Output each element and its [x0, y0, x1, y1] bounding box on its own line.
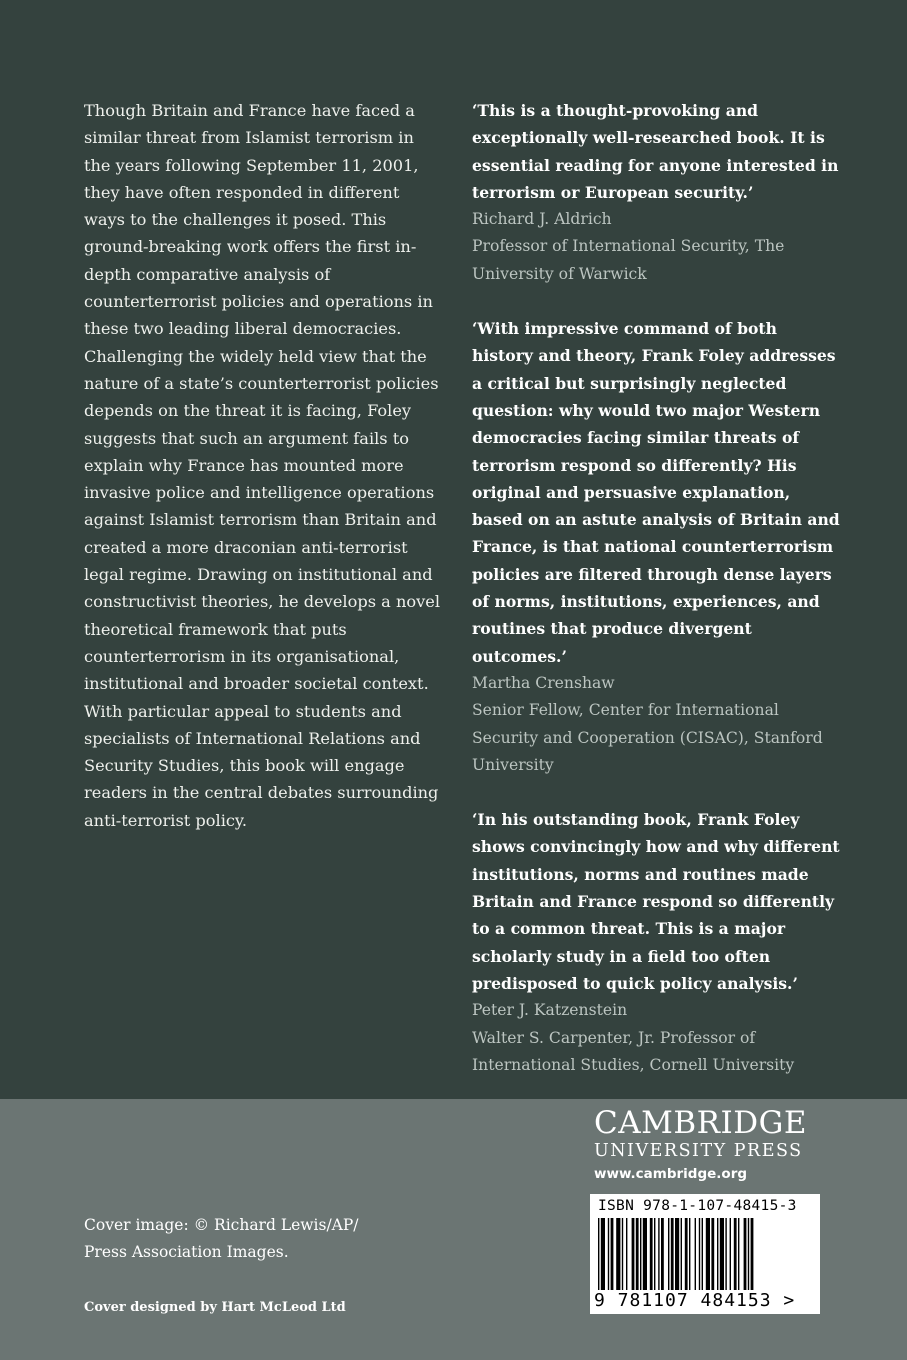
- publisher-logo: [594, 1106, 822, 1184]
- review-quote: ‘This is a thought-provoking and exceptionally well-researched book. It is essential reading for anyone interested in terrorism or European security.’: [472, 101, 839, 202]
- reviewer-title: Professor of International Security, The University of Warwick: [472, 237, 785, 283]
- endorsements: [472, 97, 842, 1106]
- reviewer-title: Walter S. Carpenter, Jr. Professor of International Studies, Cornell University: [472, 1028, 795, 1074]
- barcode: [590, 1194, 820, 1314]
- barcode-bars-icon: [596, 1218, 814, 1296]
- review-quote: ‘In his outstanding book, Frank Foley shows convincingly how and why different institutions, norms and routines made Britain and France respond so differently to a common threat. This is a major scholarly study in a field too often predisposed to quick policy analysis.’: [472, 810, 840, 993]
- ean-digits: 9 781107 484153 >: [594, 1290, 796, 1311]
- publisher-name: CAMBRIDGE: [594, 1105, 807, 1141]
- cover-image-credit: Cover image: © Richard Lewis/AP/ Press Association Images.: [84, 1216, 359, 1262]
- review: [472, 97, 842, 288]
- publisher-url: www.cambridge.org: [594, 1166, 748, 1182]
- publisher-subtitle: UNIVERSITY PRESS: [594, 1141, 803, 1161]
- review: [472, 315, 842, 779]
- review-quote: ‘With impressive command of both history and theory, Frank Foley addresses a critical but surprisingly neglected question: why would two major Western democracies facing similar threats of terrorism respond so differently? His original and persuasive explanation, based on an astute analysis of Britain and France, is that national counterterrorism policies are filtered through dense layers of norms, institutions, experiences, and routines that produce divergent outcomes.’: [472, 319, 840, 666]
- review: [472, 806, 842, 1079]
- book-description: Though Britain and France have faced a similar threat from Islamist terrorism in the years following September 11, 2001, they have often responded in different ways to the challenges it posed. This ground-breaking work offers the first in-depth comparative analysis of counterterrorist policies and operations in these two leading liberal democracies. Challenging the widely held view that the nature of a state’s counterterrorist policies depends on the threat it is facing, Foley suggests that such an argument fails to explain why France has mounted more invasive police and intelligence operations against Islamist terrorism than Britain and created a more draconian anti-terrorist legal regime. Drawing on institutional and constructivist theories, he develops a novel theoretical framework that puts counterterrorism in its organisational, institutional and broader societal context. With particular appeal to students and specialists of International Relations and Security Studies, this book will engage readers in the central debates surrounding anti-terrorist policy.: [84, 101, 441, 830]
- cover-designer-credit: Cover designed by Hart McLeod Ltd: [84, 1300, 346, 1315]
- reviewer-name: Martha Crenshaw: [472, 673, 615, 692]
- reviewer-name: Richard J. Aldrich: [472, 210, 612, 229]
- isbn-label: ISBN 978-1-107-48415-3: [598, 1198, 797, 1214]
- reviewer-title: Senior Fellow, Center for International Security and Cooperation (CISAC), Stanford University: [472, 701, 823, 774]
- reviewer-name: Peter J. Katzenstein: [472, 1001, 628, 1020]
